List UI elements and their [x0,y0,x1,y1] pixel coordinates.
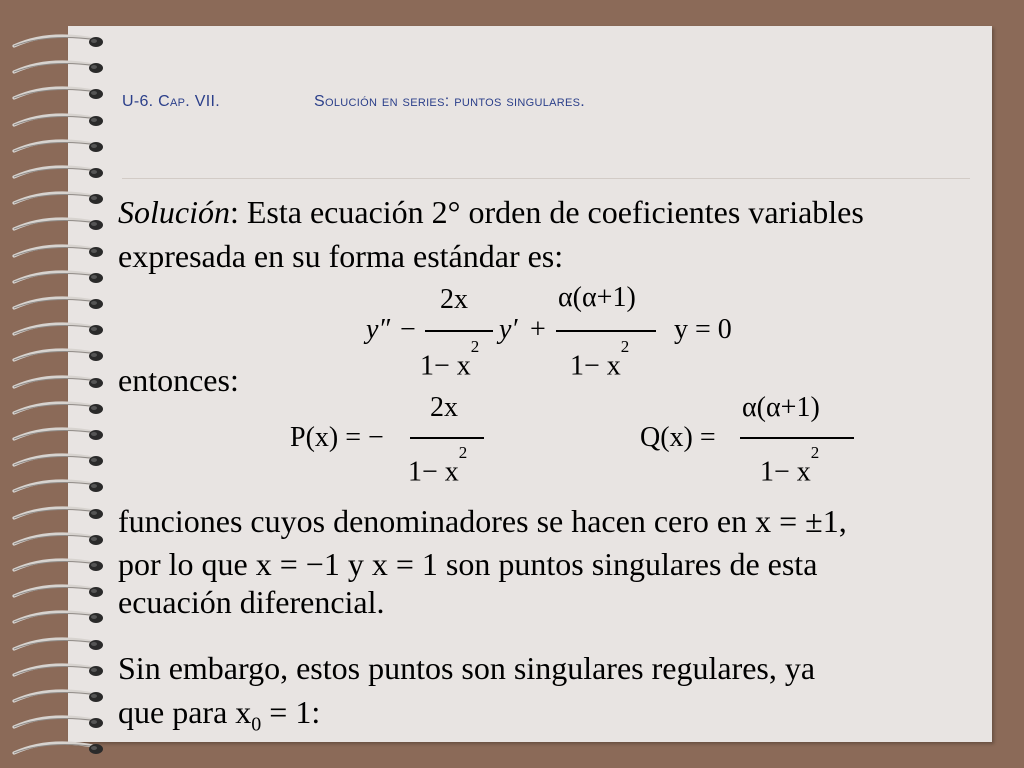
spiral-coil [0,451,110,473]
functions-line-2: por lo que x = −1 y x = 1 son puntos singulares de esta [118,546,818,582]
spiral-binding [0,20,110,760]
spiral-coil [0,320,110,342]
y-prime: y′ [499,314,518,345]
spiral-coil [0,739,110,761]
spiral-coil [0,84,110,106]
q-fraction-bar [740,437,854,439]
unit-label: U-6. Cap. VII. [122,93,220,110]
spiral-coil [0,687,110,709]
spiral-coil [0,608,110,630]
plus-sign: + [530,314,546,345]
spiral-coil [0,242,110,264]
spiral-coil [0,294,110,316]
spiral-coil [0,713,110,735]
spiral-coil [0,399,110,421]
entonces-label: entonces: [118,362,239,398]
fraction-1-bar [425,330,493,332]
spiral-coil [0,346,110,368]
spiral-coil [0,556,110,578]
spiral-coil [0,163,110,185]
slide-title: Solución en series: puntos singulares. [314,93,586,110]
q-lhs: Q(x) = [640,422,716,453]
spiral-coil [0,32,110,54]
fraction-1-numerator: 2x [440,284,468,315]
functions-line-3: ecuación diferencial. [118,584,385,620]
solution-lead: Solución [118,194,230,230]
q-denominator: $1- x^2$ [760,443,820,488]
functions-line-1: funciones cuyos denominadores se hacen cero en x = ±1, [118,503,847,539]
spiral-coil [0,215,110,237]
header-divider [122,178,970,179]
spiral-coil [0,111,110,133]
equation-rhs: y = 0 [674,314,732,345]
solution-line-1 [118,196,864,228]
regular-line-1: Sin embargo, estos puntos son singulares regulares, ya [118,650,816,686]
p-lhs: P(x) = − [290,422,384,453]
spiral-coil [0,661,110,683]
solution-line-1-text: : Esta ecuación 2° orden de coeficientes variables [229,194,864,230]
q-numerator: α(α+1) [742,392,820,423]
fraction-2-numerator: α(α+1) [558,282,636,313]
spiral-coil [0,58,110,80]
spiral-coil [0,530,110,552]
p-fraction-bar [410,437,484,439]
fraction-2-denominator: $1- x^2$ [570,337,630,382]
spiral-coil [0,268,110,290]
p-denominator: $1- x^2$ [408,443,468,488]
spiral-coil [0,582,110,604]
slide-header [122,93,586,111]
fraction-2-bar [556,330,656,332]
solution-line-2: expresada en su forma estándar es: [118,238,564,274]
spiral-coil [0,189,110,211]
spiral-coil [0,635,110,657]
spiral-coil [0,477,110,499]
spiral-coil [0,137,110,159]
y-double-prime: y″ [366,314,391,345]
minus-sign: − [400,314,416,345]
regular-line-2: que para $x_0 = 1$: [118,694,321,736]
spiral-coil [0,504,110,526]
spiral-coil [0,373,110,395]
spiral-coil [0,425,110,447]
fraction-1-denominator: $1- x^2$ [420,337,480,382]
p-numerator: 2x [430,392,458,423]
